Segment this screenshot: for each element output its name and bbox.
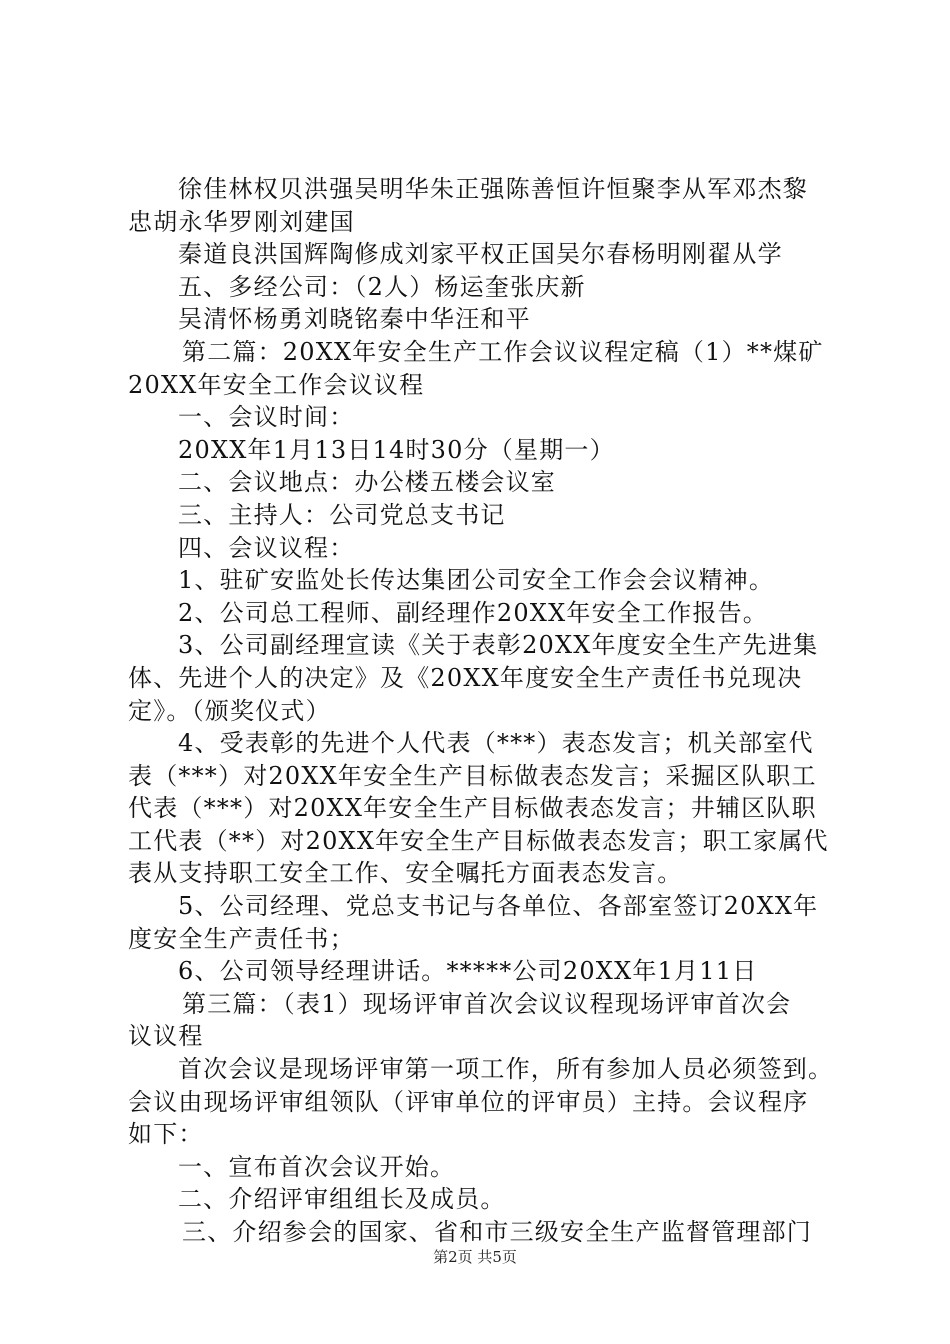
text-line: 1、驻矿安监处长传达集团公司安全工作会会议精神。 xyxy=(178,566,775,595)
text-line: 定》。（颁奖仪式） xyxy=(128,696,331,725)
document-body xyxy=(128,173,850,1249)
text-line: 代表（***）对20XX年安全生产目标做表态发言；井辅区队职 xyxy=(128,794,817,823)
text-line: 表（***）对20XX年安全生产目标做表态发言；采掘区队职工 xyxy=(128,761,817,790)
text-line: 6、公司领导经理讲话。*****公司20XX年1月11日 xyxy=(178,957,758,986)
page-number-label: 第2页 共5页 xyxy=(433,1248,517,1266)
text-line: 吴清怀杨勇刘晓铭秦中华汪和平 xyxy=(178,305,531,334)
text-line: 工代表（**）对20XX年安全生产目标做表态发言；职工家属代 xyxy=(128,826,829,855)
text-line: 2、公司总工程师、副经理作20XX年安全工作报告。 xyxy=(178,598,768,627)
text-line: 一、宣布首次会议开始。 xyxy=(178,1152,456,1181)
text-line: 表从支持职工安全工作、安全嘱托方面表态发言。 xyxy=(128,859,683,888)
text-line: 三、介绍参会的国家、省和市三级安全生产监督管理部门 xyxy=(182,1218,812,1246)
section-heading-cont: 20XX年安全工作会议议程 xyxy=(128,370,425,399)
page-footer xyxy=(0,1246,950,1267)
text-line: 二、会议地点：办公楼五楼会议室 xyxy=(178,468,556,497)
text-line: 如下： xyxy=(128,1120,204,1149)
text-line: 一、会议时间： xyxy=(178,403,355,432)
text-line: 五、多经公司：（2人）杨运奎张庆新 xyxy=(178,272,586,301)
text-line: 首次会议是现场评审第一项工作，所有参加人员必须签到。 xyxy=(178,1055,834,1084)
text-line: 二、介绍评审组组长及成员。 xyxy=(178,1185,506,1214)
section-heading-cont: 议议程 xyxy=(128,1022,204,1051)
text-line: 5、公司经理、党总支书记与各单位、各部室签订20XX年 xyxy=(178,892,819,921)
text-line: 三、主持人：公司党总支书记 xyxy=(178,500,506,529)
text-line: 3、公司副经理宣读《关于表彰20XX年度安全生产先进集 xyxy=(178,631,819,660)
text-line: 徐佳林权贝洪强吴明华朱正强陈善恒许恒聚李从军邓杰黎 xyxy=(178,175,808,203)
text-line: 20XX年1月13日14时30分（星期一） xyxy=(178,435,615,464)
text-line: 4、受表彰的先进个人代表（***）表态发言；机关部室代 xyxy=(178,729,814,758)
text-line: 度安全生产责任书； xyxy=(128,924,355,953)
text-line: 体、先进个人的决定》及《20XX年度安全生产责任书兑现决 xyxy=(128,663,803,692)
text-line: 忠胡永华罗刚刘建国 xyxy=(128,207,355,236)
section-heading: 第二篇：20XX年安全生产工作会议议程定稿（1）**煤矿 xyxy=(182,337,824,366)
text-line: 四、会议议程： xyxy=(178,533,355,562)
text-line: 会议由现场评审组领队（评审单位的评审员）主持。会议程序 xyxy=(128,1087,809,1116)
text-line: 秦道良洪国辉陶修成刘家平权正国吴尔春杨明刚翟从学 xyxy=(178,240,783,269)
section-heading: 第三篇：（表1）现场评审首次会议议程现场评审首次会 xyxy=(182,989,792,1018)
